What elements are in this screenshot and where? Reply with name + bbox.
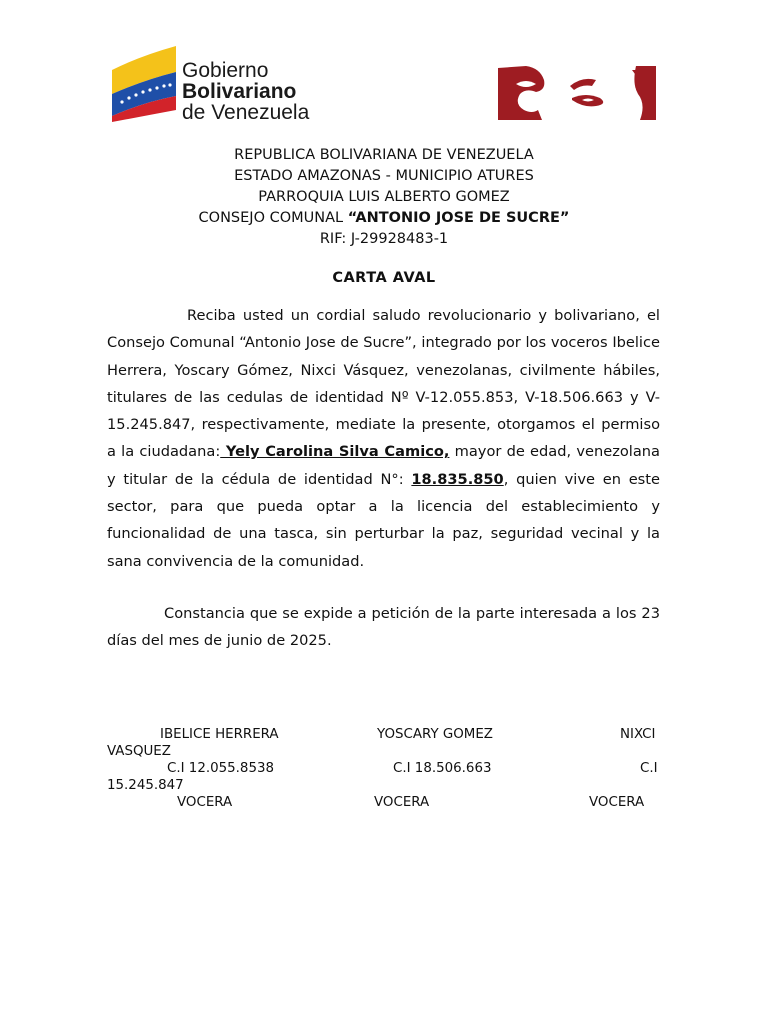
body-paragraph-1 [107,302,660,575]
document-header [106,145,662,250]
council-name: “ANTONIO JOSE DE SUCRE” [347,210,570,226]
venezuela-flag-icon [110,44,178,122]
citizen-name: Yely Carolina Silva Camico, [220,443,450,461]
header-line-council [106,208,662,229]
body-paragraph-2 [107,600,660,655]
header-line-republic: REPUBLICA BOLIVARIANA DE VENEZUELA [234,147,534,163]
header-line-rif: RIF: J-29928483-1 [319,231,449,247]
signer-3-name-part1: NIXCI [620,727,656,742]
signature-role-row [107,794,667,811]
document-title: CARTA AVAL [332,270,436,286]
signature-block [107,726,667,811]
signer-3-name-part2: VASQUEZ [107,744,171,759]
logo-wordmark [182,60,309,123]
signer-3-ci-part1: C.I [640,761,658,776]
signature-ci-row [107,760,667,777]
signature-names-row [107,726,667,743]
p1-text-b: mayor de edad, venezolana y titular de la cédula de identidad N°: [107,443,660,488]
signer-2-role: VOCERA [374,795,430,810]
logo-line-3: de Venezuela [182,101,310,124]
citizen-id: 18.835.850 [411,470,504,488]
logo-line-1: Gobierno [182,59,269,82]
gobierno-bolivariano-logo [110,44,340,124]
header-line-state: ESTADO AMAZONAS - MUNICIPIO ATURES [234,168,534,184]
signature-ci-wrap-row [107,777,667,794]
signature-names-wrap-row [107,743,667,760]
signer-3-ci-part2: 15.245.847 [107,778,184,793]
signer-1-ci: C.I 12.055.8538 [167,761,275,776]
signer-1-name: IBELICE HERRERA [160,727,279,742]
eyes-emblem-icon [496,64,658,122]
signer-1-role: VOCERA [177,795,233,810]
p1-text-a: Reciba usted un cordial saludo revolucionario y bolivariano, el Consejo Comunal “Antonio Jose de Sucre”, integrado por los voceros Ibelice Herrera, Yoscary Gómez, Nixci Vásquez, venezolanas, civilmente hábiles, titulares de las cedulas de identidad Nº V-12.055.853, V-18.506.663 y V-15.245.847, respectivamente, mediate la presente, otorgamos el permiso a la ciudadana: [107,307,660,461]
header-line-parish: PARROQUIA LUIS ALBERTO GOMEZ [258,189,510,205]
signer-2-name: YOSCARY GOMEZ [377,727,493,742]
logo-line-2: Bolivariano [182,80,297,103]
p1-text-c: , quien vive en este sector, para que pueda optar a la licencia del establecimiento y funcionalidad de una tasca, sin perturbar la paz, seguridad vecinal y la sana convivencia de la comunidad. [107,470,660,570]
p2-text: Constancia que se expide a petición de la parte interesada a los 23 días del mes de junio de 2025. [107,605,660,650]
signer-3-role: VOCERA [589,795,645,810]
council-prefix: CONSEJO COMUNAL [198,210,348,226]
signer-2-ci: C.I 18.506.663 [393,761,492,776]
